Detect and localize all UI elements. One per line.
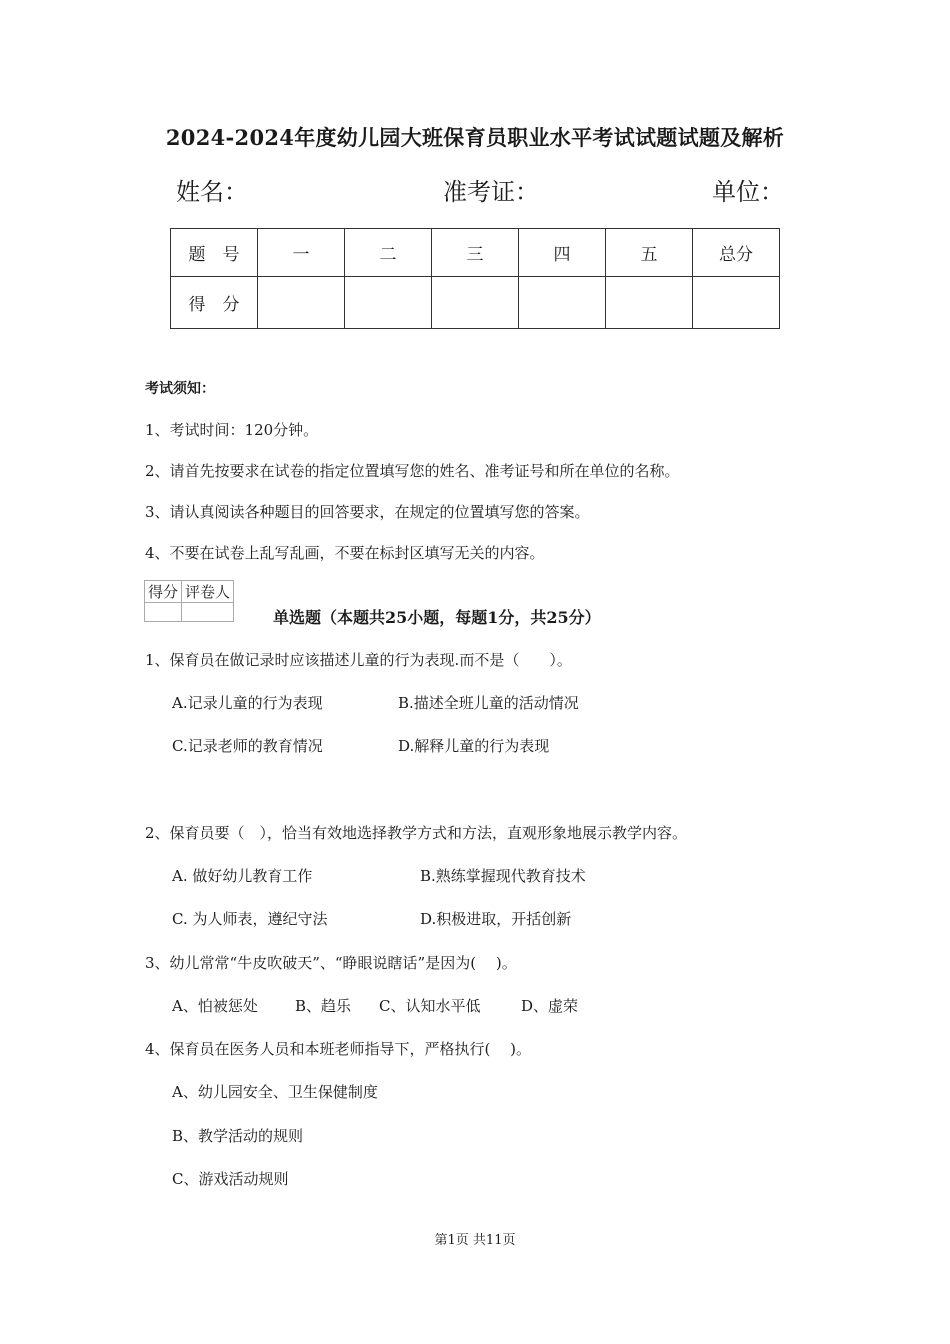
notice-item: 1、考试时间：120分钟。	[145, 421, 319, 439]
document-title: 2024-2024年度幼儿园大班保育员职业水平考试试题试题及解析	[165, 125, 785, 150]
question-stem: 4、保育员在医务人员和本班老师指导下，严格执行( )。	[145, 1040, 532, 1058]
option: B.描述全班儿童的活动情况	[398, 694, 579, 712]
score-cell[interactable]	[258, 277, 345, 329]
option: A. 做好幼儿教育工作	[172, 867, 313, 885]
notice-heading: 考试须知：	[145, 381, 215, 397]
grader-box-score-label: 得分	[145, 581, 182, 603]
exam-id-field-label: 准考证：	[443, 178, 539, 206]
option: A.记录儿童的行为表现	[172, 694, 323, 712]
score-cell[interactable]	[345, 277, 432, 329]
grader-box-score-cell[interactable]	[145, 603, 182, 622]
score-table	[170, 228, 780, 329]
page-footer: 第1页 共11页	[434, 1233, 516, 1248]
score-table-header-row	[171, 229, 780, 277]
question-stem: 3、幼儿常常“牛皮吹破天”、“睁眼说瞎话”是因为( )。	[145, 954, 517, 972]
unit-field-label: 单位：	[712, 178, 784, 206]
option: B、趋乐	[295, 997, 352, 1015]
header-cell-5: 五	[606, 229, 693, 277]
question-stem: 2、保育员要（ ），恰当有效地选择教学方式和方法，直观形象地展示教学内容。	[145, 824, 688, 842]
header-cell-2: 二	[345, 229, 432, 277]
header-cell-label: 题 号	[171, 229, 258, 277]
option: A、怕被惩处	[172, 997, 258, 1015]
score-cell[interactable]	[519, 277, 606, 329]
notice-item: 4、不要在试卷上乱写乱画，不要在标封区填写无关的内容。	[145, 544, 545, 562]
score-table-score-row	[171, 277, 780, 329]
section-title: 单选题（本题共25小题，每题1分，共25分）	[273, 608, 601, 627]
option: D.积极进取，开括创新	[420, 910, 572, 928]
score-cell[interactable]	[693, 277, 780, 329]
name-field-label: 姓名：	[176, 178, 248, 206]
grader-box-grader-cell[interactable]	[182, 603, 234, 622]
header-cell-4: 四	[519, 229, 606, 277]
option: C.记录老师的教育情况	[172, 737, 323, 755]
score-cell[interactable]	[606, 277, 693, 329]
option: B、教学活动的规则	[172, 1127, 304, 1145]
option: D.解释儿童的行为表现	[398, 737, 550, 755]
grader-box-grader-label: 评卷人	[182, 581, 234, 603]
header-cell-3: 三	[432, 229, 519, 277]
option: A、幼儿园安全、卫生保健制度	[172, 1083, 378, 1101]
notice-item: 2、请首先按要求在试卷的指定位置填写您的姓名、准考证号和所在单位的名称。	[145, 462, 680, 480]
grader-box	[144, 580, 234, 622]
score-row-label: 得 分	[171, 277, 258, 329]
score-cell[interactable]	[432, 277, 519, 329]
header-cell-total: 总分	[693, 229, 780, 277]
option: D、虚荣	[521, 997, 579, 1015]
option: C、认知水平低	[379, 997, 481, 1015]
option: C、游戏活动规则	[172, 1170, 289, 1188]
notice-item: 3、请认真阅读各种题目的回答要求，在规定的位置填写您的答案。	[145, 503, 590, 521]
question-stem: 1、保育员在做记录时应该描述儿童的行为表现.而不是（ ）。	[145, 651, 572, 669]
header-cell-1: 一	[258, 229, 345, 277]
option: B.熟练掌握现代教育技术	[420, 867, 586, 885]
option: C. 为人师表，遵纪守法	[172, 910, 328, 928]
